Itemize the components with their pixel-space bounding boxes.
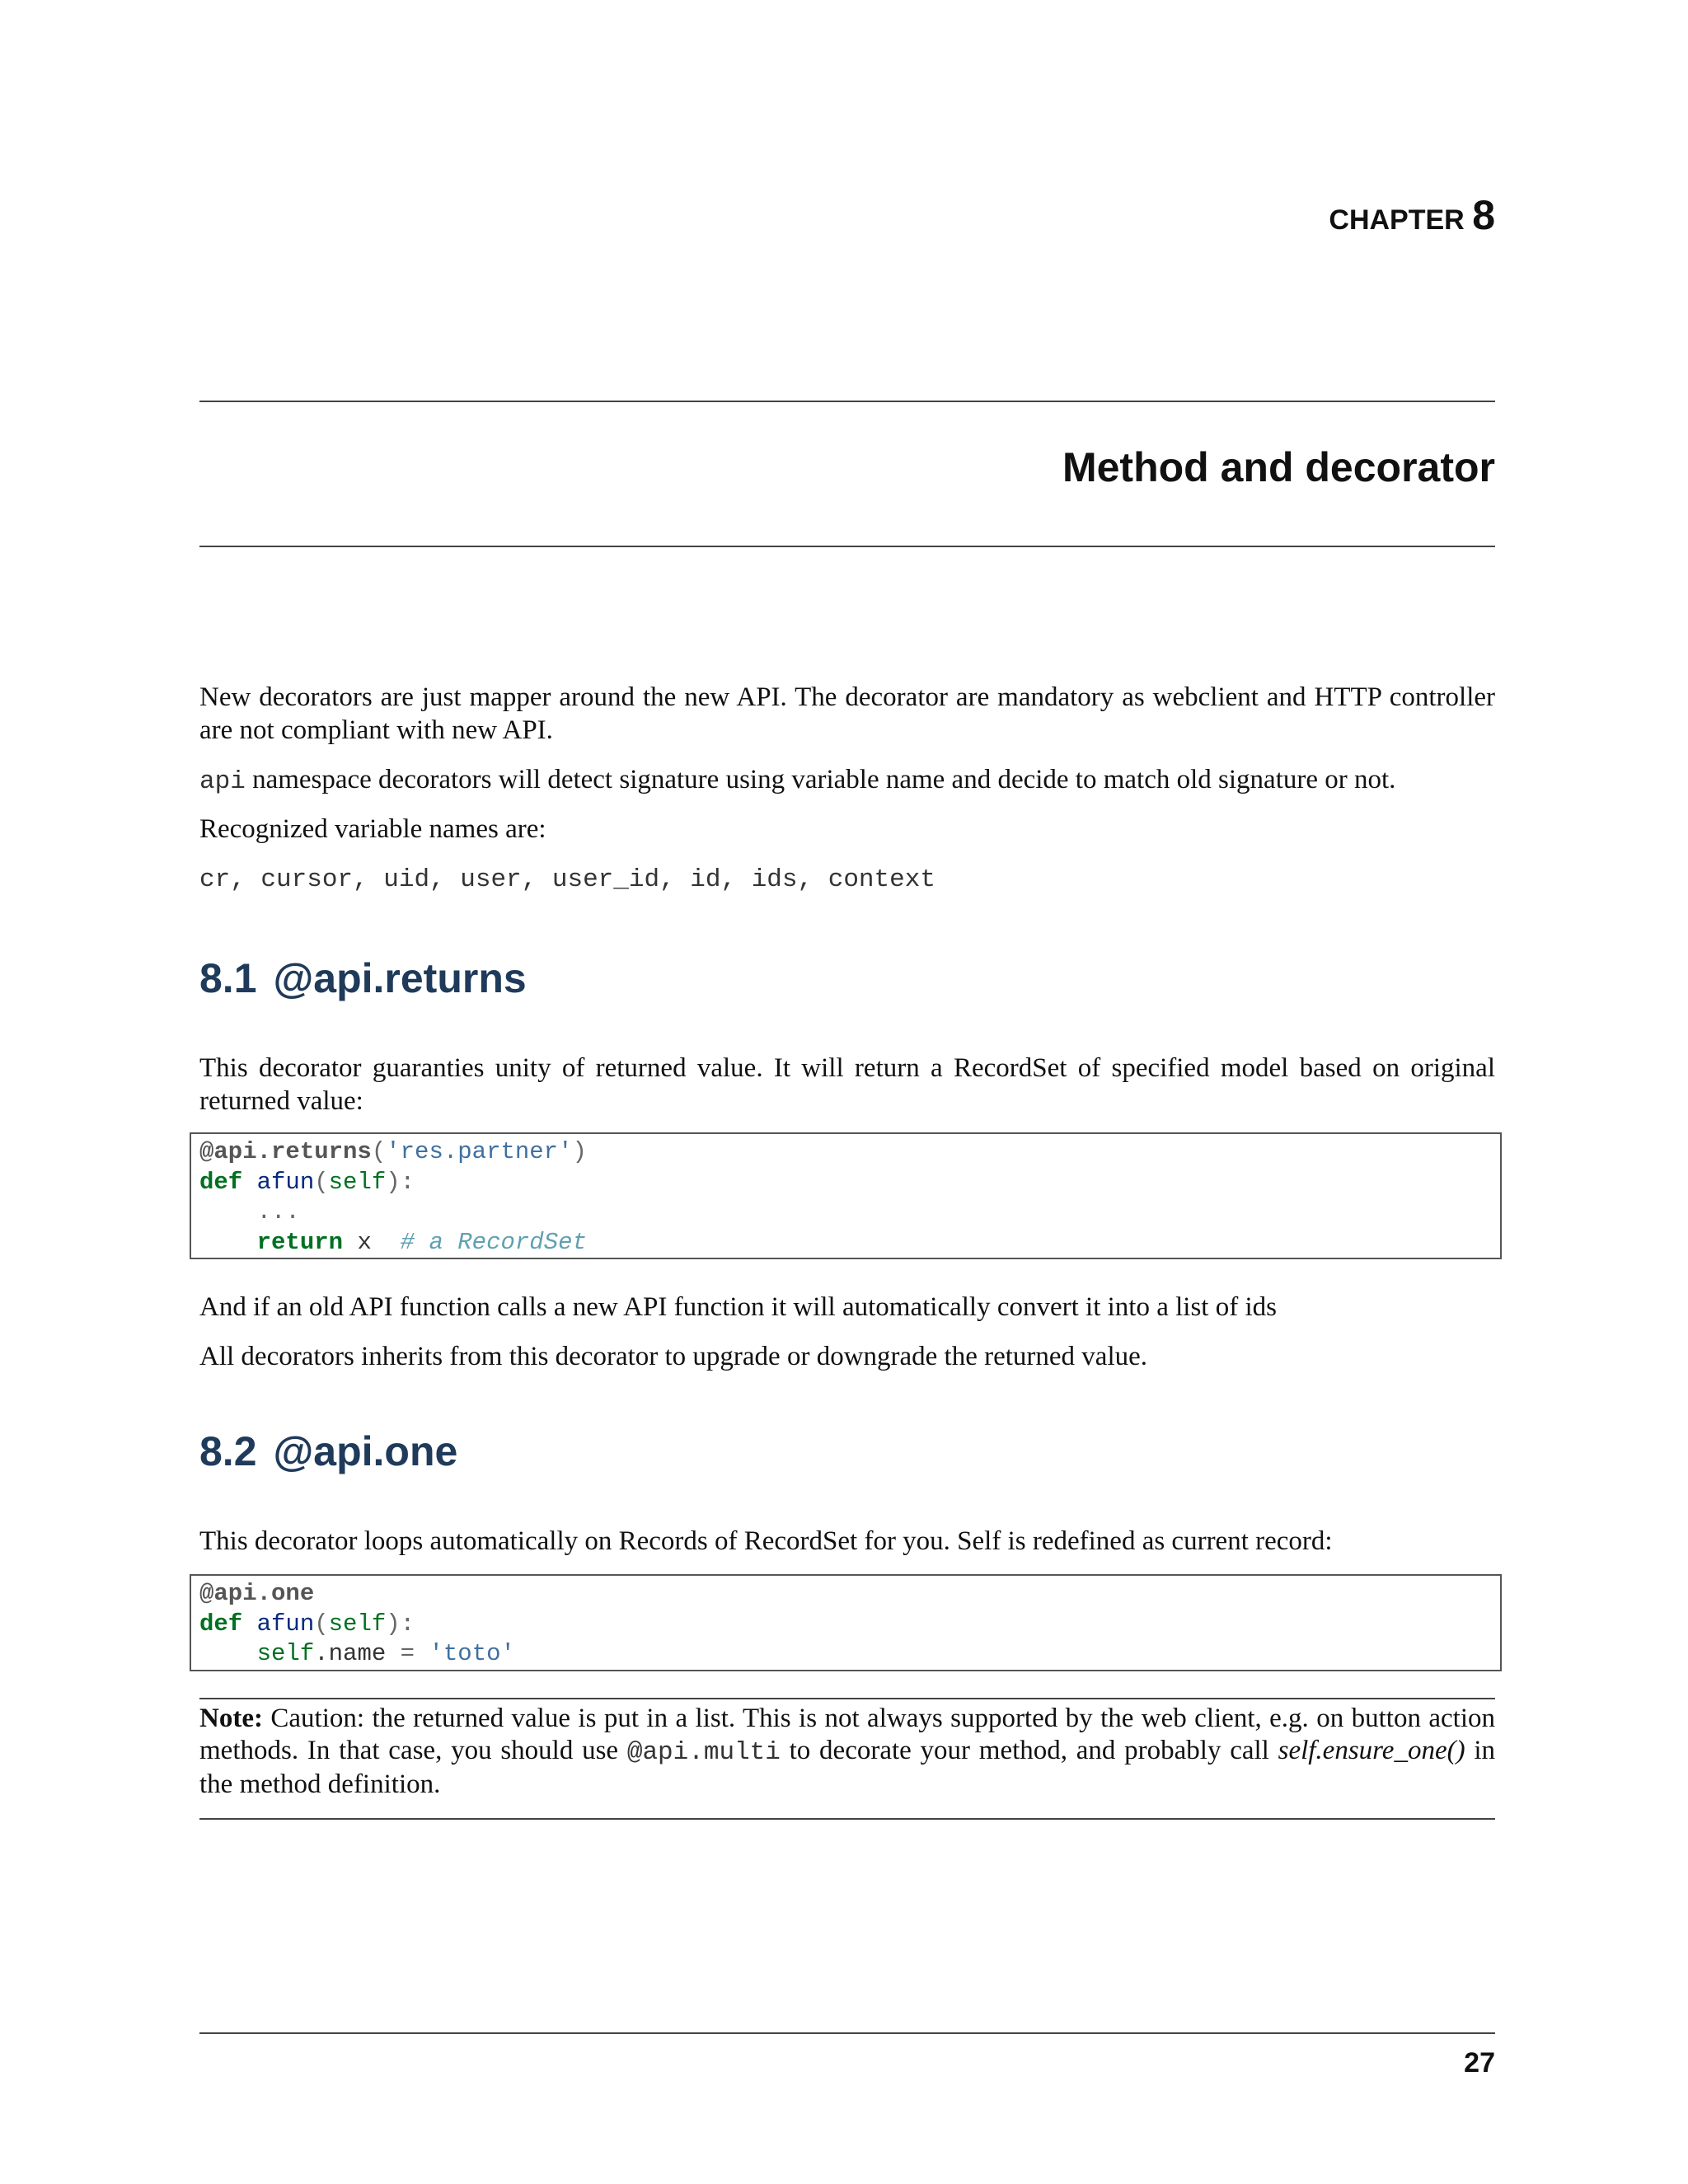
note-italic-ensure-one: self.ensure_one() (1278, 1736, 1465, 1765)
note-text: Caution: the returned value is put in a list. This is not always supported by the web client, e.g. on button action methods. In that case, you should use (199, 1704, 1495, 1765)
code-punct: ( (314, 1610, 329, 1638)
code-keyword: return (256, 1228, 344, 1256)
variable-names-code: cr, cursor, uid, user, user_id, id, ids, context (199, 865, 935, 894)
code-keyword: def (199, 1610, 243, 1638)
code-operator: = (400, 1640, 415, 1667)
code-attribute: .name (314, 1640, 401, 1667)
code-line (199, 1639, 1492, 1670)
section-8-1-number: 8.1 (199, 955, 257, 1001)
code-string: 'toto' (429, 1640, 515, 1667)
code-decorator: @api.one (199, 1580, 315, 1607)
section-8-1-title-text: @api.returns (273, 955, 527, 1001)
code-punct: ( (371, 1138, 387, 1165)
intro-paragraph-2 (199, 763, 1495, 799)
section-8-2-number: 8.2 (199, 1428, 257, 1474)
note-code-api-multi: @api.multi (626, 1738, 781, 1767)
note-text: to decorate your method, and probably call (780, 1736, 1278, 1765)
chapter-label (1329, 191, 1495, 239)
footer-rule (199, 2032, 1495, 2034)
code-comment: # a RecordSet (400, 1228, 587, 1256)
code-line (199, 1137, 1492, 1168)
note-top-rule (199, 1698, 1495, 1699)
code-line (199, 1168, 1492, 1198)
section-8-2-title (199, 1427, 457, 1475)
code-line (199, 1610, 1492, 1640)
note-label: Note: (199, 1704, 263, 1733)
note-bottom-rule (199, 1818, 1495, 1820)
code-line (199, 1197, 1492, 1228)
document-page (199, 0, 1495, 2184)
section-8-2-title-text: @api.one (273, 1428, 458, 1474)
chapter-title: Method and decorator (1062, 444, 1495, 490)
code-self: self (328, 1168, 387, 1196)
chapter-number: 8 (1472, 192, 1495, 238)
code-keyword: def (199, 1168, 243, 1196)
code-self: self (328, 1610, 387, 1638)
section-8-1-title (199, 954, 527, 1002)
code-function-name: afun (256, 1610, 315, 1638)
code-line (199, 1579, 1492, 1610)
note-text: in the method definition. (199, 1736, 1495, 1799)
intro-paragraph-3: Recognized variable names are: (199, 814, 546, 844)
code-function-name: afun (256, 1168, 315, 1196)
code-punct: ): (386, 1168, 415, 1196)
code-identifier: x (343, 1228, 401, 1256)
code-string: 'res.partner' (386, 1138, 573, 1165)
intro-api-code: api (199, 767, 246, 796)
note-admonition (199, 1703, 1495, 1801)
code-block-api-one (190, 1574, 1502, 1671)
section-8-2-paragraph-1: This decorator loops automatically on Records of RecordSet for you. Self is redefined as current record: (199, 1526, 1333, 1556)
code-line (199, 1228, 1492, 1258)
chapter-label-text: CHAPTER (1329, 204, 1465, 236)
code-block-api-returns (190, 1132, 1502, 1259)
code-decorator: @api.returns (199, 1138, 372, 1165)
intro-paragraph-2-text: namespace decorators will detect signature using variable name and decide to match old signature or not. (245, 765, 1396, 794)
page-number: 27 (1464, 2047, 1495, 2079)
intro-paragraph-1: New decorators are just mapper around the new API. The decorator are mandatory as webclient and HTTP controller are not compliant with new API. (199, 682, 1495, 745)
code-punct: ) (572, 1138, 587, 1165)
chapter-title-top-rule (199, 401, 1495, 402)
code-ellipsis: ... (256, 1198, 300, 1226)
code-punct: ( (314, 1168, 329, 1196)
section-8-1-paragraph-2: And if an old API function calls a new API function it will automatically convert it into a list of ids (199, 1292, 1277, 1322)
section-8-1-paragraph-3: All decorators inherits from this decorator to upgrade or downgrade the returned value. (199, 1342, 1148, 1371)
code-punct: ): (386, 1610, 415, 1638)
code-self: self (256, 1640, 315, 1667)
section-8-1-paragraph-1: This decorator guaranties unity of returned value. It will return a RecordSet of specified model based on original returned value: (199, 1053, 1495, 1116)
chapter-title-bottom-rule (199, 546, 1495, 547)
